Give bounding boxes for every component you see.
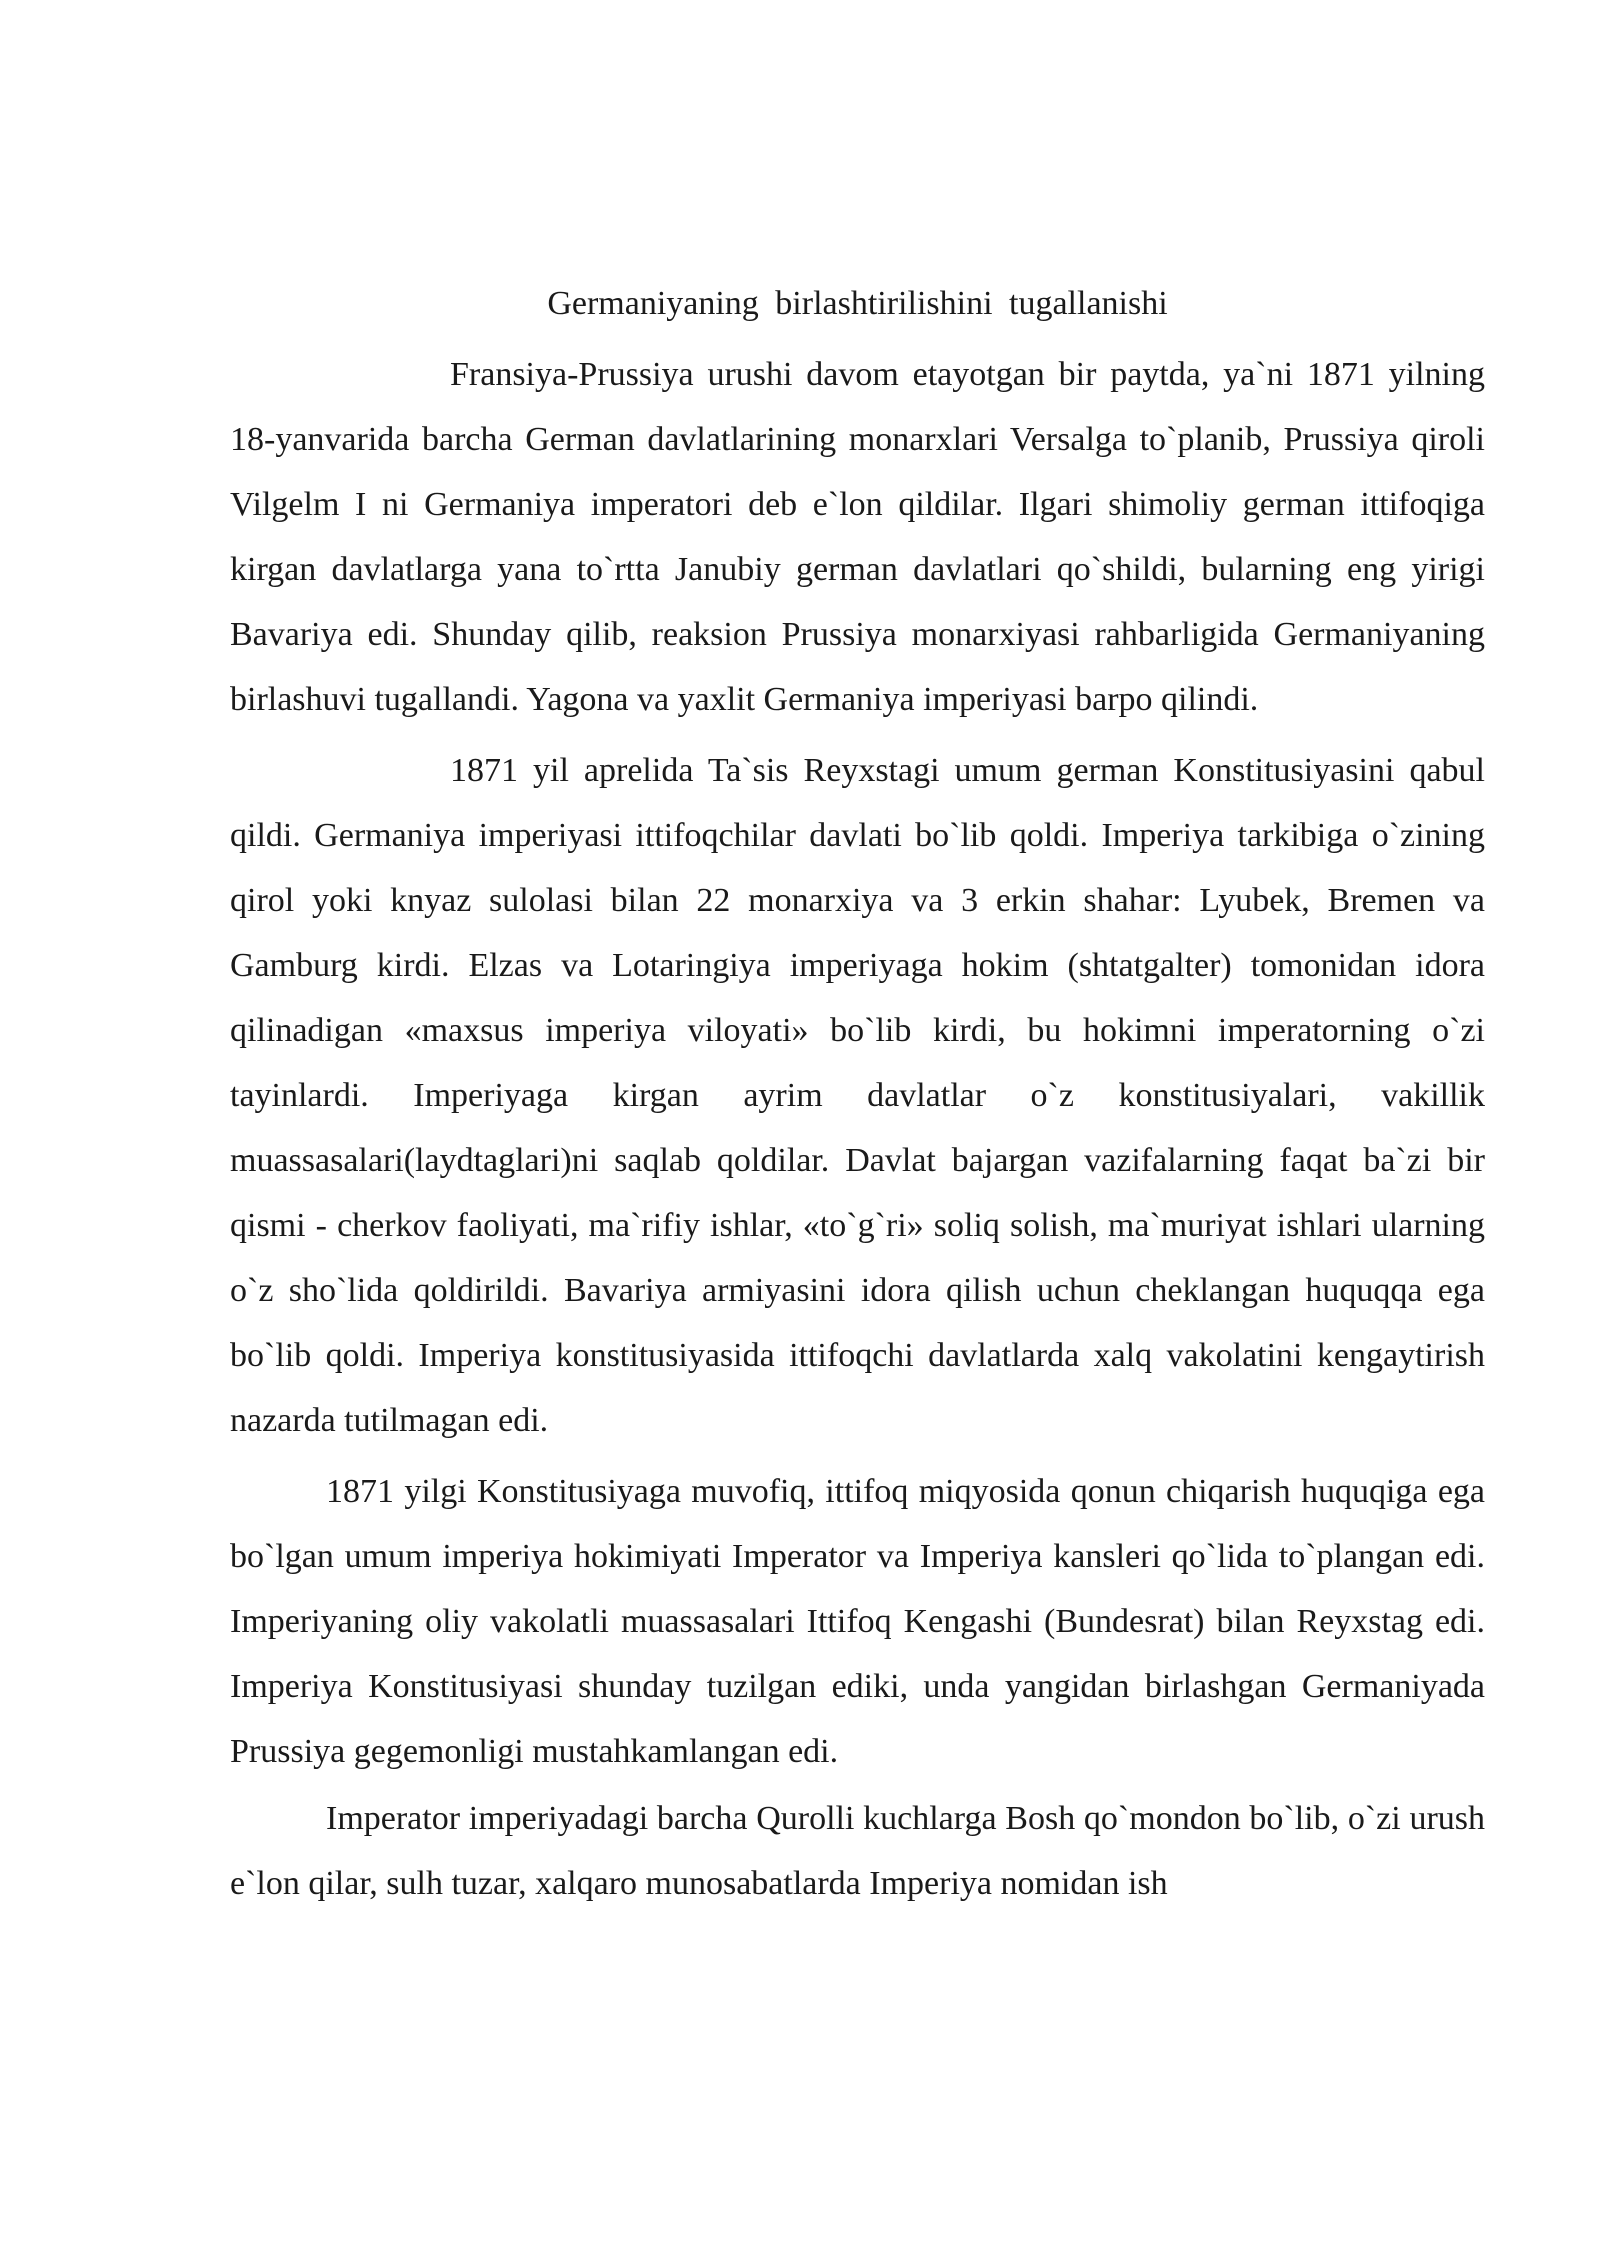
paragraph-emperor: Imperator imperiyadagi barcha Qurolli kuchlarga Bosh qo`mondon bo`lib, o`zi urush e`lon qilar, sulh tuzar, xalqaro munosabatlarda Imperiya nomidan ish — [230, 1800, 1485, 1902]
document-page — [230, 282, 1485, 1916]
paragraph-constitution-april: 1871 yil aprelida Ta`sis Reyxstagi umum german Konstitusiyasini qabul qildi. Germaniya imperiyasi ittifoqchilar davlati bo`lib qoldi. Imperiya tarkibiga o`zining qirol yoki knyaz sulolasi bilan 22 monarxiya va 3 erkin shahar: Lyubek, Bremen va Gamburg kirdi. Elzas va Lotaringiya imperiyaga hokim (shtatgalter) tomonidan idora qilinadigan «maxsus imperiya viloyati» bo`lib kirdi, bu hokimni imperatorning o`zi tayinlardi. Imperiyaga kirgan ayrim davlatlar o`z konstitusiyalari, vakillik muassasalari(laydtaglari)ni saqlab qoldilar. Davlat bajargan vazifalarning faqat ba`zi bir qismi - cherkov faoliyati, ma`rifiy ishlar, «to`g`ri» soliq solish, ma`muriyat ishlari ularning o`z sho`lida qoldirildi. Bavariya armiyasini idora qilish uchun cheklangan huquqqa ega bo`lib qoldi. Imperiya konstitusiyasida ittifoqchi davlatlarda xalq vakolatini kengaytirish nazarda tutilmagan edi. — [230, 752, 1485, 1439]
document-title: Germaniyaning birlashtirilishini tugallanishi — [547, 285, 1168, 322]
paragraph-imperial-power: 1871 yilgi Konstitusiyaga muvofiq, ittifoq miqyosida qonun chiqarish huquqiga ega bo`lgan umum imperiya hokimiyati Imperator va Imperiya kansleri qo`lida to`plangan edi. Imperiyaning oliy vakolatli muassasalari Ittifoq Kengashi (Bundesrat) bilan Reyxstag edi. Imperiya Konstitusiyasi shunday tuzilgan ediki, unda yangidan birlashgan Germaniyada Prussiya gegemonligi mustahkamlangan edi. — [230, 1473, 1485, 1770]
paragraph-unification: Fransiya-Prussiya urushi davom etayotgan bir paytda, ya`ni 1871 yilning 18-yanvarida barcha German davlatlarining monarxlari Versalga to`planib, Prussiya qiroli Vilgelm I ni Germaniya imperatori deb e`lon qildilar. Ilgari shimoliy german ittifoqiga kirgan davlatlarga yana to`rtta Janubiy german davlatlari qo`shildi, bularning eng yirigi Bavariya edi. Shunday qilib, reaksion Prussiya monarxiyasi rahbarligida Germaniyaning birlashuvi tugallandi. Yagona va yaxlit Germaniya imperiyasi barpo qilindi. — [230, 356, 1485, 718]
